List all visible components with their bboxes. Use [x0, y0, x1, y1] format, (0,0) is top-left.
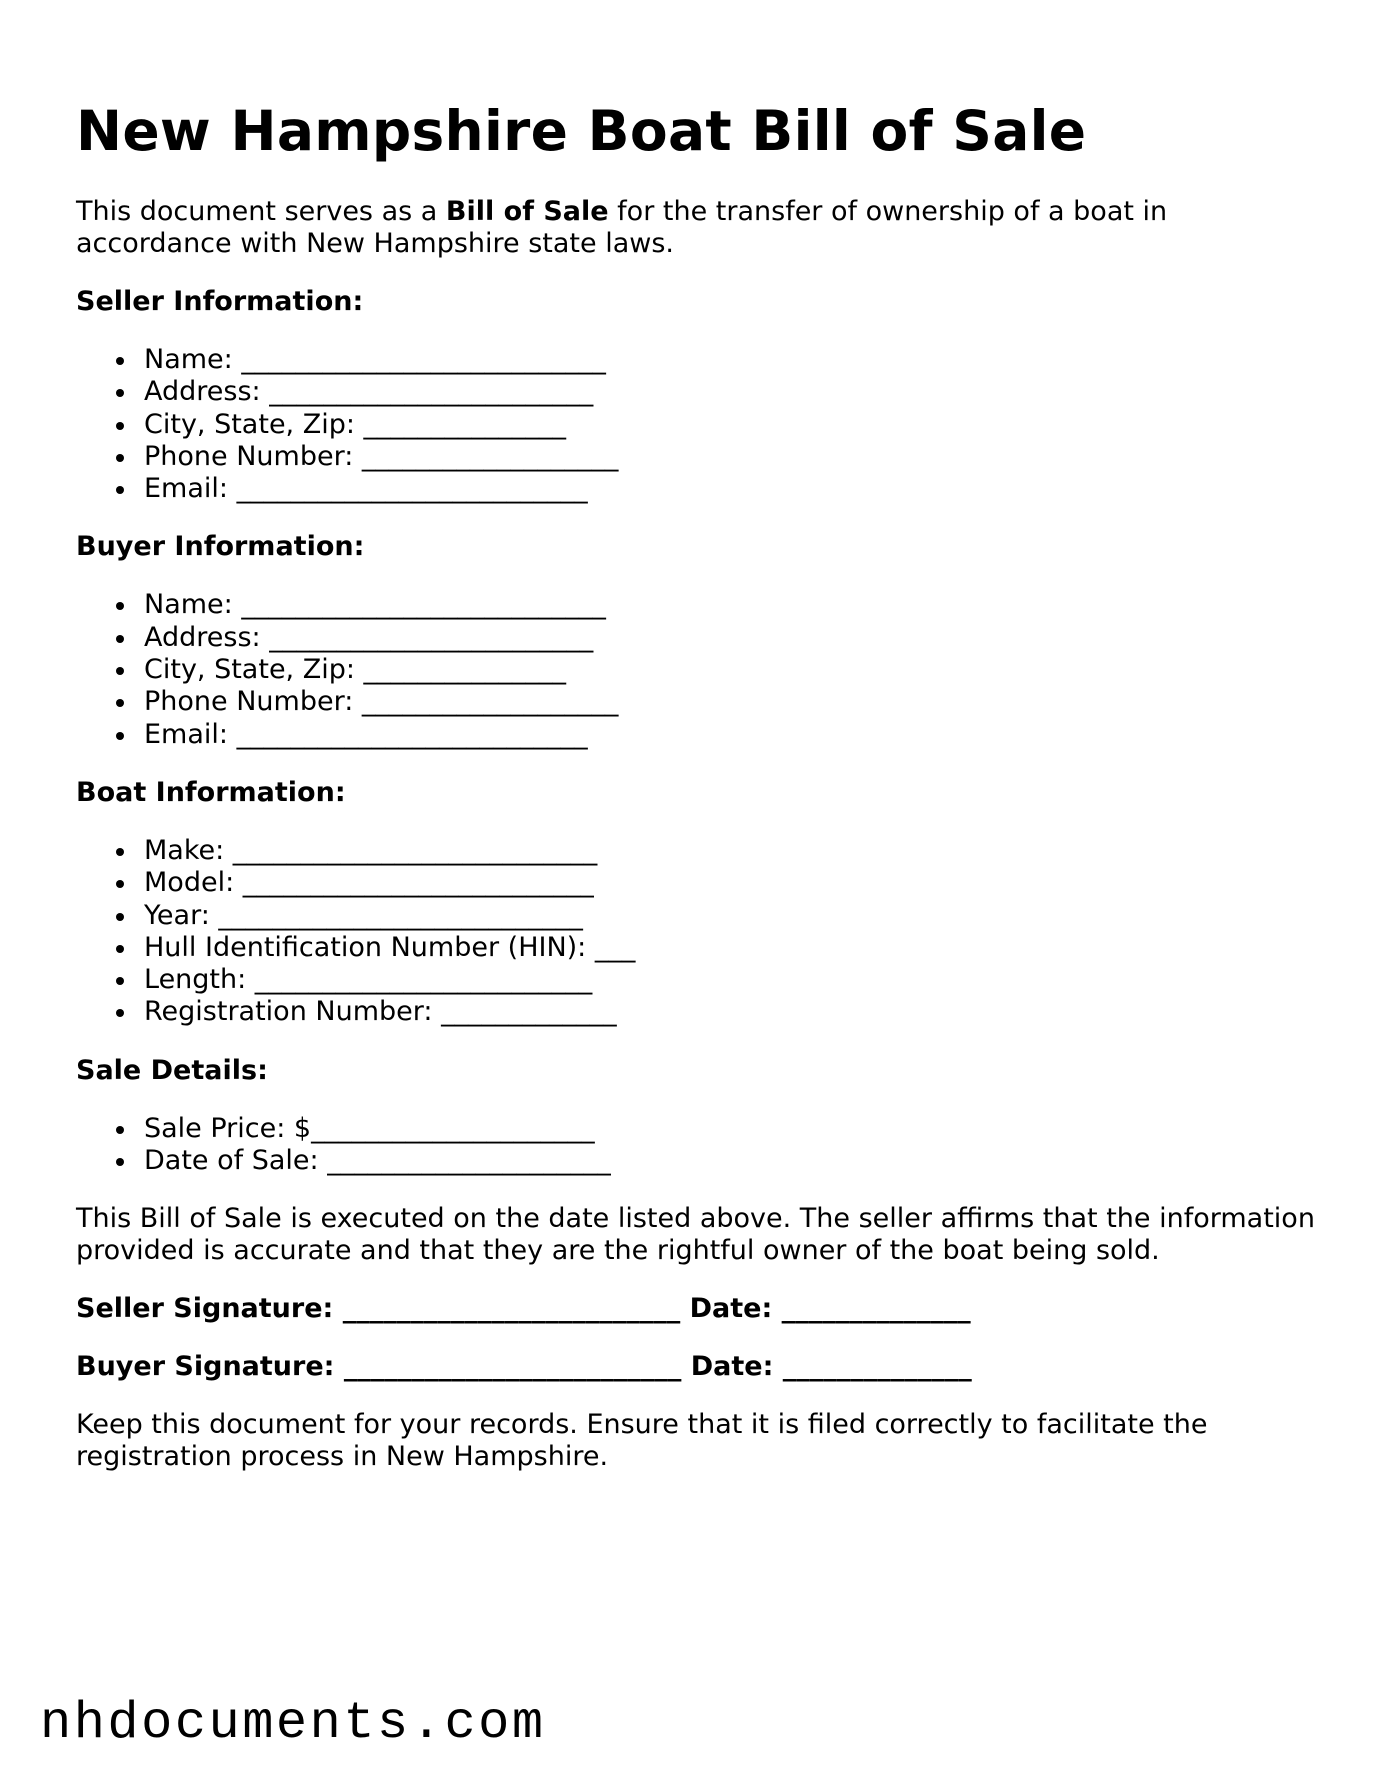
boat-make-field: Make: ___________________________ — [76, 835, 1316, 867]
buyer-email-field: Email: __________________________ — [76, 719, 1316, 751]
boat-section-heading: Boat Information: — [76, 776, 346, 808]
boat-model-field: Model: __________________________ — [76, 867, 1316, 899]
seller-city-state-zip-field: City, State, Zip: _______________ — [76, 409, 1316, 441]
intro-bold-term: Bill of Sale — [445, 196, 609, 227]
seller-address-field: Address: ________________________ — [76, 376, 1316, 408]
intro-paragraph — [76, 196, 1316, 260]
sale-date-field: Date of Sale: _____________________ — [76, 1145, 1316, 1177]
boat-info-list — [76, 835, 1316, 1029]
seller-name-field: Name: ___________________________ — [76, 344, 1316, 376]
boat-length-field: Length: _________________________ — [76, 964, 1316, 996]
buyer-info-list — [76, 589, 1316, 750]
seller-email-field: Email: __________________________ — [76, 473, 1316, 505]
document-title: New Hampshire Boat Bill of Sale — [76, 99, 1087, 163]
buyer-address-field: Address: ________________________ — [76, 622, 1316, 654]
boat-year-field: Year: ___________________________ — [76, 900, 1316, 932]
buyer-name-field: Name: ___________________________ — [76, 589, 1316, 621]
footer-note: Keep this document for your records. Ensure that it is filed correctly to facilitate the registration process in New Hampshire. — [76, 1409, 1208, 1473]
seller-section-heading: Seller Information: — [76, 286, 364, 317]
seller-phone-field: Phone Number: ___________________ — [76, 441, 1316, 473]
buyer-city-state-zip-field: City, State, Zip: _______________ — [76, 654, 1316, 686]
buyer-section-heading: Buyer Information: — [76, 531, 365, 563]
seller-info-list — [76, 344, 1316, 505]
document-page — [76, 0, 1316, 1473]
site-watermark: nhdocuments.com — [40, 1694, 546, 1753]
buyer-signature-line: Buyer Signature: _________________________ Date: ______________ — [76, 1351, 972, 1383]
boat-hin-field: Hull Identification Number (HIN): ___ — [76, 932, 1316, 964]
sale-details-list — [76, 1113, 1316, 1178]
closing-paragraph: This Bill of Sale is executed on the date listed above. The seller affirms that the information provided is accurate and that they are the rightful owner of the boat being sold. — [76, 1203, 1315, 1267]
seller-signature-line: Seller Signature: _________________________ Date: ______________ — [76, 1293, 971, 1325]
boat-registration-field: Registration Number: _____________ — [76, 996, 1316, 1028]
intro-text-before: This document serves as a — [76, 196, 446, 227]
intro-text-after: for the transfer of ownership of a boat in accordance with New Hampshire state laws. — [76, 196, 1168, 259]
sale-price-field: Sale Price: $_____________________ — [76, 1113, 1316, 1145]
buyer-phone-field: Phone Number: ___________________ — [76, 686, 1316, 718]
sale-section-heading: Sale Details: — [76, 1054, 268, 1086]
